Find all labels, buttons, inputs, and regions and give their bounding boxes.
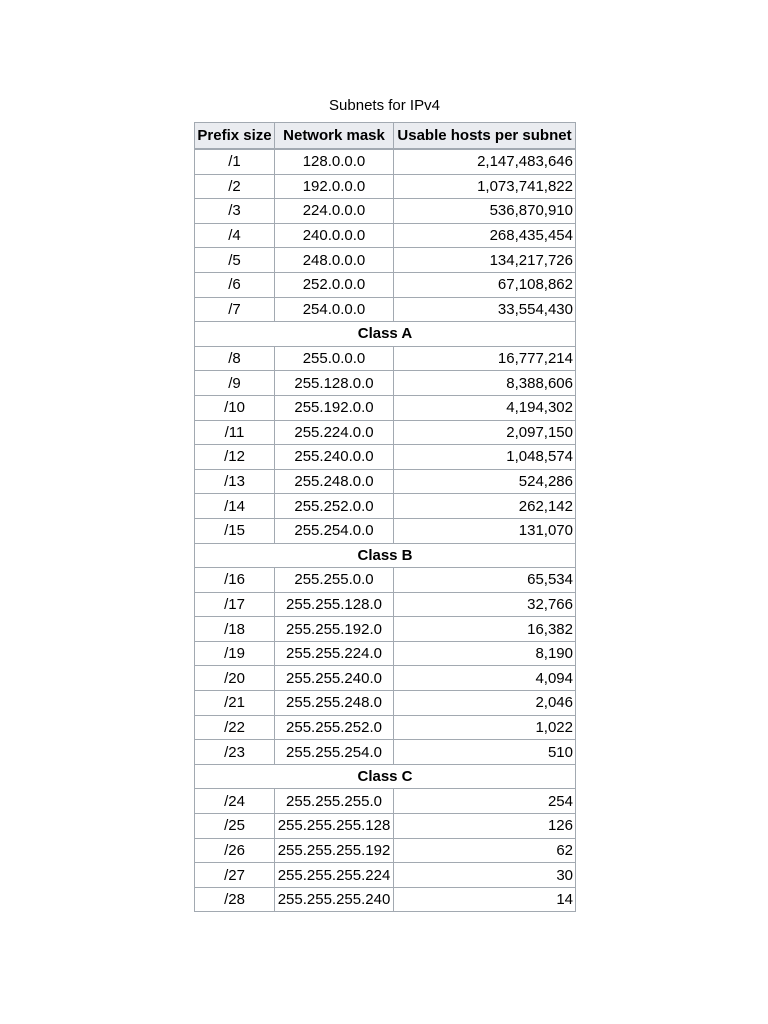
mask-cell: 255.255.224.0 (275, 641, 394, 666)
hosts-cell: 8,388,606 (394, 371, 576, 396)
hosts-cell: 1,073,741,822 (394, 174, 576, 199)
prefix-cell: /5 (195, 248, 275, 273)
class-row (195, 322, 576, 347)
header-usable-hosts: Usable hosts per subnet (394, 123, 576, 150)
mask-cell: 254.0.0.0 (275, 297, 394, 322)
hosts-cell: 62 (394, 838, 576, 863)
prefix-cell: /20 (195, 666, 275, 691)
table-caption: Subnets for IPv4 (329, 97, 440, 114)
prefix-cell: /11 (195, 420, 275, 445)
mask-cell: 255.255.128.0 (275, 592, 394, 617)
mask-cell: 192.0.0.0 (275, 174, 394, 199)
table-row (195, 592, 576, 617)
mask-cell: 255.255.255.0 (275, 789, 394, 814)
mask-cell: 255.255.255.240 (275, 887, 394, 912)
class-label: Class C (195, 764, 576, 789)
mask-cell: 255.252.0.0 (275, 494, 394, 519)
table-row (195, 617, 576, 642)
table-row (195, 641, 576, 666)
prefix-cell: /25 (195, 814, 275, 839)
class-label: Class A (195, 322, 576, 347)
table-row (195, 494, 576, 519)
hosts-cell: 16,777,214 (394, 346, 576, 371)
hosts-cell: 32,766 (394, 592, 576, 617)
prefix-cell: /17 (195, 592, 275, 617)
mask-cell: 128.0.0.0 (275, 149, 394, 174)
class-row (195, 543, 576, 568)
mask-cell: 255.255.255.192 (275, 838, 394, 863)
prefix-cell: /26 (195, 838, 275, 863)
table-row (195, 887, 576, 912)
mask-cell: 255.255.252.0 (275, 715, 394, 740)
table-row (195, 691, 576, 716)
table-row (195, 445, 576, 470)
table-row (195, 174, 576, 199)
prefix-cell: /21 (195, 691, 275, 716)
mask-cell: 248.0.0.0 (275, 248, 394, 273)
table-row (195, 149, 576, 174)
mask-cell: 255.255.240.0 (275, 666, 394, 691)
prefix-cell: /10 (195, 395, 275, 420)
hosts-cell: 67,108,862 (394, 272, 576, 297)
mask-cell: 255.255.248.0 (275, 691, 394, 716)
table-row (195, 863, 576, 888)
prefix-cell: /2 (195, 174, 275, 199)
table-row (195, 223, 576, 248)
hosts-cell: 65,534 (394, 568, 576, 593)
class-label: Class B (195, 543, 576, 568)
hosts-cell: 8,190 (394, 641, 576, 666)
table-header (195, 123, 576, 150)
table-row (195, 346, 576, 371)
hosts-cell: 254 (394, 789, 576, 814)
prefix-cell: /18 (195, 617, 275, 642)
header-prefix-size: Prefix size (195, 123, 275, 150)
hosts-cell: 131,070 (394, 518, 576, 543)
hosts-cell: 2,097,150 (394, 420, 576, 445)
hosts-cell: 126 (394, 814, 576, 839)
mask-cell: 255.248.0.0 (275, 469, 394, 494)
mask-cell: 255.255.255.224 (275, 863, 394, 888)
hosts-cell: 4,194,302 (394, 395, 576, 420)
hosts-cell: 1,022 (394, 715, 576, 740)
mask-cell: 255.128.0.0 (275, 371, 394, 396)
mask-cell: 224.0.0.0 (275, 199, 394, 224)
hosts-cell: 33,554,430 (394, 297, 576, 322)
hosts-cell: 524,286 (394, 469, 576, 494)
mask-cell: 255.255.254.0 (275, 740, 394, 765)
hosts-cell: 510 (394, 740, 576, 765)
prefix-cell: /3 (195, 199, 275, 224)
prefix-cell: /22 (195, 715, 275, 740)
prefix-cell: /16 (195, 568, 275, 593)
class-row (195, 764, 576, 789)
table-row (195, 568, 576, 593)
table-row (195, 838, 576, 863)
prefix-cell: /19 (195, 641, 275, 666)
prefix-cell: /7 (195, 297, 275, 322)
prefix-cell: /9 (195, 371, 275, 396)
hosts-cell: 2,147,483,646 (394, 149, 576, 174)
prefix-cell: /15 (195, 518, 275, 543)
hosts-cell: 14 (394, 887, 576, 912)
table-row (195, 395, 576, 420)
mask-cell: 255.255.192.0 (275, 617, 394, 642)
table-row (195, 297, 576, 322)
hosts-cell: 4,094 (394, 666, 576, 691)
table-row (195, 666, 576, 691)
prefix-cell: /28 (195, 887, 275, 912)
prefix-cell: /6 (195, 272, 275, 297)
table-row (195, 814, 576, 839)
hosts-cell: 134,217,726 (394, 248, 576, 273)
hosts-cell: 268,435,454 (394, 223, 576, 248)
prefix-cell: /13 (195, 469, 275, 494)
prefix-cell: /12 (195, 445, 275, 470)
prefix-cell: /24 (195, 789, 275, 814)
prefix-cell: /14 (195, 494, 275, 519)
table-row (195, 248, 576, 273)
mask-cell: 255.240.0.0 (275, 445, 394, 470)
subnets-table (194, 122, 576, 912)
mask-cell: 255.254.0.0 (275, 518, 394, 543)
mask-cell: 255.224.0.0 (275, 420, 394, 445)
hosts-cell: 1,048,574 (394, 445, 576, 470)
mask-cell: 255.192.0.0 (275, 395, 394, 420)
table-row (195, 371, 576, 396)
prefix-cell: /1 (195, 149, 275, 174)
prefix-cell: /4 (195, 223, 275, 248)
mask-cell: 255.0.0.0 (275, 346, 394, 371)
hosts-cell: 262,142 (394, 494, 576, 519)
table-row (195, 272, 576, 297)
mask-cell: 255.255.0.0 (275, 568, 394, 593)
hosts-cell: 536,870,910 (394, 199, 576, 224)
prefix-cell: /8 (195, 346, 275, 371)
table-row (195, 789, 576, 814)
table-row (195, 420, 576, 445)
table-body (195, 149, 576, 912)
mask-cell: 255.255.255.128 (275, 814, 394, 839)
header-row (195, 123, 576, 150)
hosts-cell: 2,046 (394, 691, 576, 716)
mask-cell: 240.0.0.0 (275, 223, 394, 248)
prefix-cell: /23 (195, 740, 275, 765)
table-row (195, 469, 576, 494)
hosts-cell: 30 (394, 863, 576, 888)
prefix-cell: /27 (195, 863, 275, 888)
table-row (195, 715, 576, 740)
hosts-cell: 16,382 (394, 617, 576, 642)
table-row (195, 740, 576, 765)
table-row (195, 518, 576, 543)
mask-cell: 252.0.0.0 (275, 272, 394, 297)
header-network-mask: Network mask (275, 123, 394, 150)
table-row (195, 199, 576, 224)
